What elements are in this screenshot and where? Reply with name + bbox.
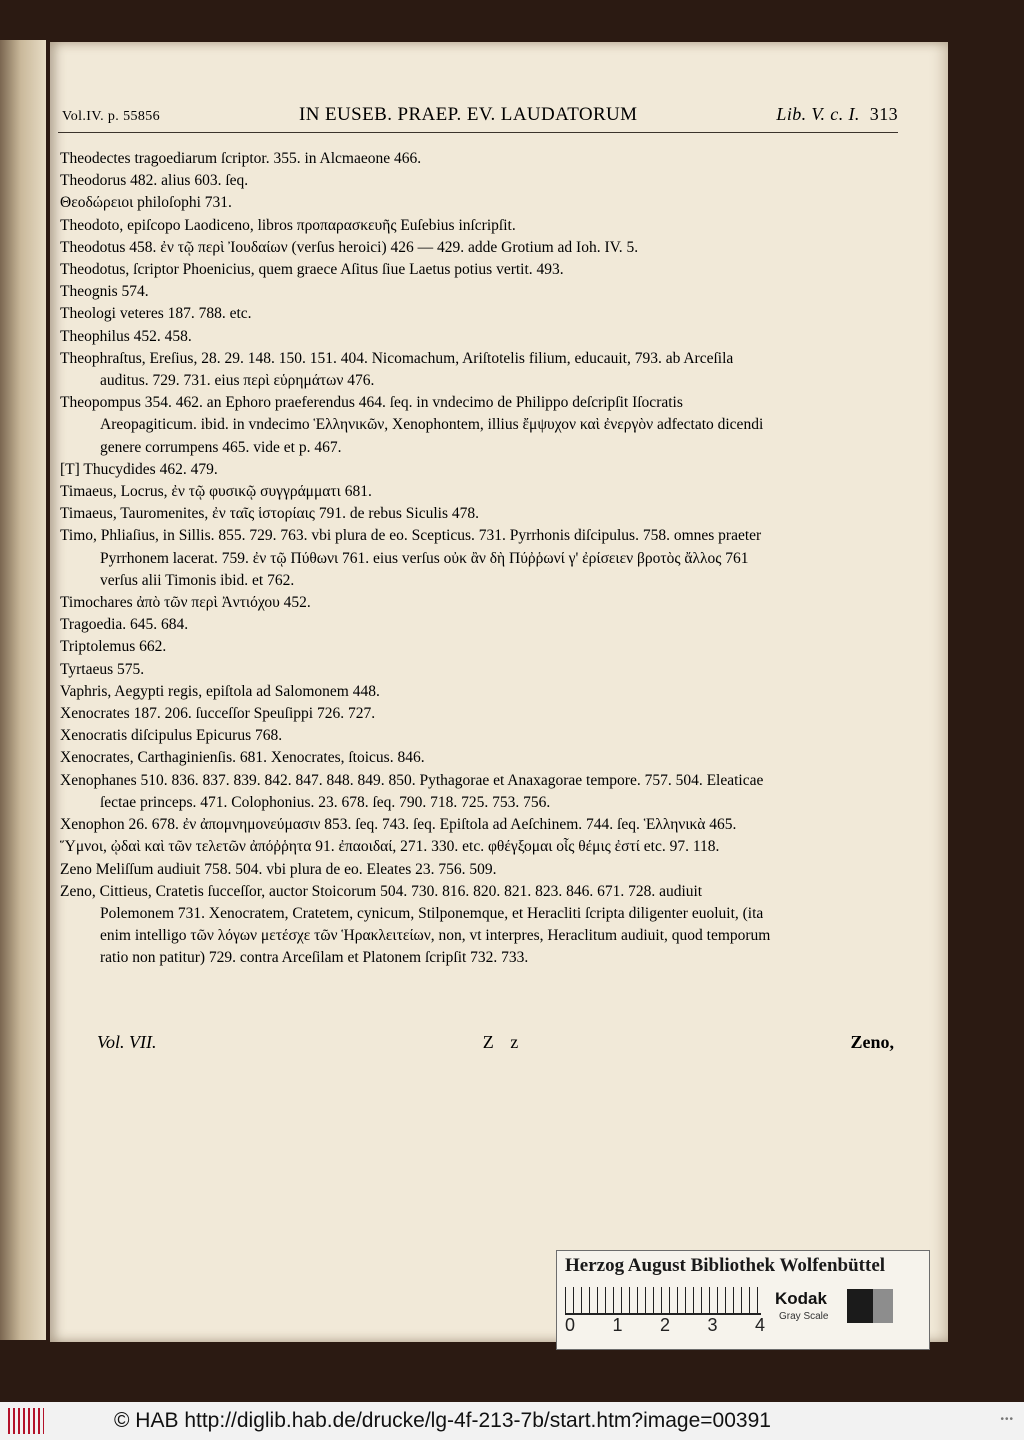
index-entry: Theopompus 354. 462. an Ephoro praeferendus 464. ſeq. in vndecimo de Philippo deſcripſit Iſocratis Areopagiticum. ibid. in vndecimo Ἑλληνικῶν, Xenophontem, illius ἔμψυχον καὶ ἐνεργὸν adfectato dicendi genere corrumpens 465. vide et p. 467. bbox=[60, 394, 764, 456]
footer-volume: Vol. VII. bbox=[97, 1032, 157, 1052]
header-volume-ref: Vol.IV. p. 55856 bbox=[62, 109, 161, 124]
index-entry: Xenophanes 510. 836. 837. 839. 842. 847. 848. 849. 850. Pythagorae et Anaxagorae tempore. 757. 504. Eleaticae ſectae princeps. 471. Colophonius. 23. 678. ſeq. 790. 718. 725. 753. 756. bbox=[60, 771, 764, 811]
index-entry: [T] Thucydides 462. 479. bbox=[60, 460, 218, 478]
footer-signature: Z z bbox=[482, 1032, 525, 1052]
ruler-numbers bbox=[565, 1315, 765, 1336]
viewer-bottom-bar bbox=[0, 1402, 1024, 1440]
ruler-number: 3 bbox=[707, 1315, 718, 1335]
index-entry: Vaphris, Aegypti regis, epiſtola ad Salomonem 448. bbox=[60, 682, 380, 700]
index-entry: Zeno Meliſſum audiuit 758. 504. vbi plura de eo. Eleates 23. 756. 509. bbox=[60, 860, 497, 878]
black-swatch bbox=[847, 1289, 873, 1323]
index-entry: Timaeus, Tauromenites, ἐν ταῖς ἱστορίαις 791. de rebus Siculis 478. bbox=[60, 505, 479, 523]
index-entry: Theognis 574. bbox=[60, 283, 149, 301]
index-entry: Theodectes tragoediarum ſcriptor. 355. in Alcmaeone 466. bbox=[60, 150, 422, 167]
index-entry: Theophilus 452. 458. bbox=[60, 327, 192, 345]
scale-ruler bbox=[565, 1287, 761, 1315]
index-entry: Xenocratis diſcipulus Epicurus 768. bbox=[60, 727, 283, 745]
page-number: 313 bbox=[869, 104, 898, 124]
header-book-ref bbox=[776, 104, 898, 125]
more-dots-icon[interactable]: ••• bbox=[1000, 1414, 1014, 1425]
index-entry: Tyrtaeus 575. bbox=[60, 660, 145, 678]
library-color-target bbox=[556, 1250, 930, 1350]
hab-logo-icon bbox=[8, 1408, 44, 1434]
copyright-link[interactable]: © HAB http://diglib.hab.de/drucke/lg-4f-213-7b/start.htm?image=00391 bbox=[114, 1409, 771, 1432]
index-entry: Timo, Phliaſius, in Sillis. 855. 729. 763. vbi plura de eo. Scepticus. 731. Pyrrhonis diſcipulus. 758. omnes praeter Pyrrhonem lacerat. 759. ἐν τῷ Πύθωνι 761. eius verſus οὐκ ἂν δὴ Πύῤῥωνί γ' ἐρίσειεν βροτὸς ἄλλος 761 verſus alii Timonis ibid. et 762. bbox=[60, 527, 762, 589]
index-entry: Timochares ἀπὸ τῶν περὶ Ἀντιόχου 452. bbox=[60, 594, 311, 612]
gray-scale-label: Gray Scale bbox=[779, 1311, 829, 1322]
index-entry: Xenocrates, Carthaginienſis. 681. Xenocrates, ſtoicus. 846. bbox=[60, 749, 425, 767]
ruler-number: 0 bbox=[565, 1315, 576, 1335]
index-entry: Theodoto, epiſcopo Laodiceno, libros προπαρασκευῆς Euſebius inſcripſit. bbox=[60, 216, 516, 234]
index-entry: Theodotus 458. ἐν τῷ περὶ Ἰουδαίων (verſus heroici) 426 — 429. adde Grotium ad Ioh. IV. 5. bbox=[60, 238, 639, 256]
ruler-number: 1 bbox=[612, 1315, 623, 1335]
ruler-number: 4 bbox=[754, 1315, 765, 1335]
index-entry: Theodorus 482. alius 603. ſeq. bbox=[60, 172, 249, 190]
grey-swatch bbox=[873, 1289, 893, 1323]
library-name: Herzog August Bibliothek Wolfenbüttel bbox=[565, 1255, 886, 1276]
index-entry: Ὕμνοι, ᾠδαὶ καὶ τῶν τελετῶν ἀπόῤῥητα 91. ἐπαοιδαί, 271. 330. etc. φθέγξομαι οἷς θέμις ἐστί etc. 97. 118. bbox=[60, 838, 720, 856]
index-entry: Xenocrates 187. 206. ſucceſſor Speuſippi 726. 727. bbox=[60, 705, 376, 723]
index-entry: Zeno, Cittieus, Cratetis ſucceſſor, auctor Stoicorum 504. 730. 816. 820. 821. 823. 846. 671. 728. audiuit Polemonem 731. Xenocratem, Cratetem, cynicum, Stilponemque, et Heracliti ſcripta diligenter euoluit, (ita enim intelligo τῶν λόγων μετέσχε τῶν Ἡρακλειτείων, non, vt interpres, Heraclitum audiuit, quod temporum ratio non patitur) 729. contra Arceſilam et Platonem ſcripſit 732. 733. bbox=[60, 882, 771, 967]
facing-page-edge bbox=[0, 40, 46, 1340]
index-entry: Tragoedia. 645. 684. bbox=[60, 616, 189, 634]
running-header bbox=[62, 104, 898, 126]
index-entries bbox=[60, 148, 772, 970]
footer-catchword: Zeno, bbox=[850, 1032, 894, 1052]
index-entry: Θεοδώρειοι philoſophi 731. bbox=[60, 194, 232, 212]
index-entry: Theophraſtus, Ereſius, 28. 29. 148. 150. 151. 404. Nicomachum, Ariſtotelis filium, educauit, 793. ab Arceſila auditus. 729. 731. eius περὶ εὑρημάτων 476. bbox=[60, 349, 734, 390]
header-book-ref-text: Lib. V. c. I. bbox=[776, 104, 860, 124]
page-footer bbox=[97, 1032, 894, 1053]
header-title: IN EUSEB. PRAEP. EV. LAUDATORUM bbox=[299, 104, 638, 125]
index-entry: Xenophon 26. 678. ἐν ἀπομνημονεύμασιν 853. ſeq. 743. ſeq. Epiſtola ad Aeſchinem. 744. ſeq. Ἑλληνικὰ 465. bbox=[60, 816, 737, 834]
header-rule bbox=[58, 132, 898, 133]
index-entry: Theodotus, ſcriptor Phoenicius, quem graece Aſitus ſiue Laetus potius vertit. 493. bbox=[60, 261, 564, 279]
index-entry: Theologi veteres 187. 788. etc. bbox=[60, 305, 252, 323]
ruler-number: 2 bbox=[659, 1315, 670, 1335]
kodak-brand: Kodak bbox=[775, 1289, 827, 1308]
index-entry: Triptolemus 662. bbox=[60, 638, 167, 656]
index-entry: Timaeus, Locrus, ἐν τῷ φυσικῷ συγγράμματι 681. bbox=[60, 483, 372, 501]
